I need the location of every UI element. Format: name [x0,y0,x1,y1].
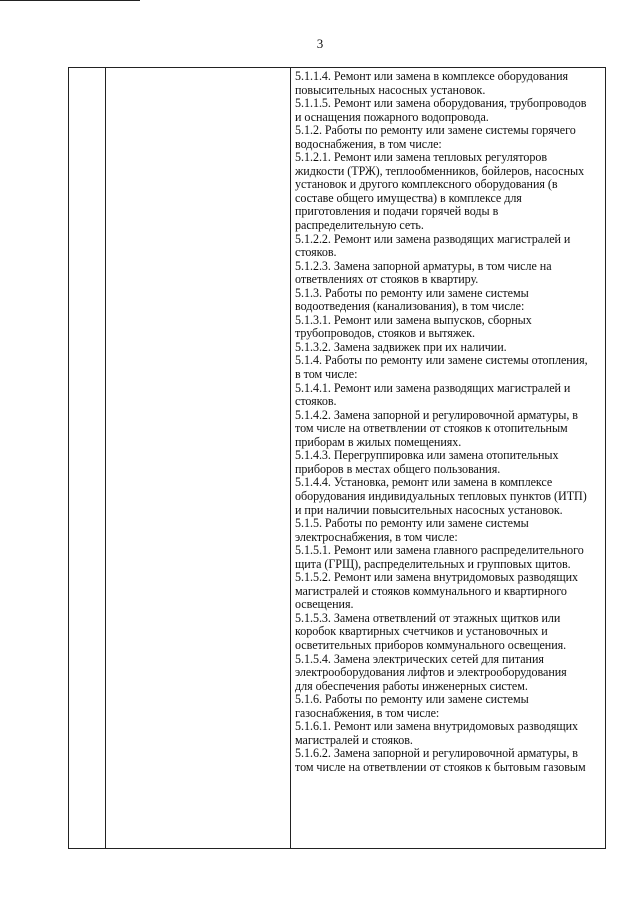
text-line: 5.1.3.2. Замена задвижек при их наличии. [295,339,507,354]
text-line: распределительную сеть. [295,218,424,233]
text-line: стояков. [295,394,337,409]
text-line: 5.1.4.4. Установка, ремонт или замена в комплексе [295,475,553,490]
text-line: стояков. [295,245,337,260]
text-line: газоснабжения, в том числе: [295,705,440,720]
text-line: жидкости (ТРЖ), теплообменников, бойлеров, насосных [295,163,585,178]
text-line: 5.1.5.1. Ремонт или замена главного распределительного [295,543,584,558]
text-line: и оснащения пожарного водопровода. [295,109,489,124]
text-line: 5.1.2.1. Ремонт или замена тепловых регуляторов [295,150,547,165]
text-line: трубопроводов, стояков и вытяжек. [295,326,476,341]
text-line: магистралей и стояков коммунального и квартирного [295,583,567,598]
text-line: 5.1.5.3. Замена ответвлений от этажных щитков или [295,610,561,625]
text-line: 5.1.6. Работы по ремонту или замене системы [295,692,529,707]
text-line: оборудования индивидуальных тепловых пунктов (ИТП) [295,488,587,503]
text-line: в том числе: [295,367,358,382]
text-line: щита (ГРЩ), распределительных и групповых щитов. [295,556,571,571]
text-line: 5.1.5.4. Замена электрических сетей для питания [295,651,544,666]
text-line: водоотведения (канализования), в том числе: [295,299,525,314]
text-line: 5.1.5. Работы по ремонту или замене системы [295,516,529,531]
work-list-table [68,67,606,849]
text-line: и при наличии повысительных насосных установок. [295,502,563,517]
text-line: 5.1.3.1. Ремонт или замена выпусков, сборных [295,312,532,327]
column-divider-2 [290,68,291,848]
text-line: 5.1.5.2. Ремонт или замена внутридомовых разводящих [295,570,579,585]
text-line: 5.1.2. Работы по ремонту или замене системы горячего [295,123,576,138]
text-line: установок и другого комплексного оборудования (в [295,177,558,192]
page-number: 3 [316,36,324,51]
text-line: повысительных насосных установок. [295,82,486,97]
text-line: приборов в местах общего пользования. [295,461,501,476]
top-rule [0,0,140,1]
column-divider-1 [105,68,106,848]
text-line: водоснабжения, в том числе: [295,136,442,151]
text-line: магистралей и стояков. [295,732,413,747]
text-line: электрооборудования лифтов и электрооборудования [295,665,567,680]
text-line: приготовления и подачи горячей воды в [295,204,499,219]
text-line: коробок квартирных счетчиков и установочных и [295,624,548,639]
text-line: 5.1.6.2. Замена запорной и регулировочной арматуры, в [295,746,578,761]
text-line: электроснабжения, в том числе: [295,529,458,544]
work-description-cell [295,70,605,774]
text-line: 5.1.3. Работы по ремонту или замене системы [295,285,529,300]
text-line: освещения. [295,597,354,612]
text-line: 5.1.2.2. Ремонт или замена разводящих магистралей и [295,231,571,246]
text-line: 5.1.1.5. Ремонт или замена оборудования, трубопроводов [295,96,587,111]
text-line: 5.1.4.1. Ремонт или замена разводящих магистралей и [295,380,571,395]
text-line: составе общего имущества) в комплексе для [295,190,522,205]
text-line: осветительных приборов коммунального освещения. [295,637,567,652]
text-line: приборам в жилых помещениях. [295,434,462,449]
text-line: для обеспечения работы инженерных систем. [295,678,528,693]
text-line: 5.1.4. Работы по ремонту или замене системы отопления, [295,353,588,368]
text-line: 5.1.4.3. Перегруппировка или замена отопительных [295,448,559,463]
text-line: 5.1.2.3. Замена запорной арматуры, в том числе на [295,258,552,273]
text-line: том числе на ответвлении от стояков к бытовым газовым [295,759,586,774]
text-line: 5.1.1.4. Ремонт или замена в комплексе оборудования [295,69,569,83]
text-line: ответвлениях от стояков в квартиру. [295,272,479,287]
text-line: 5.1.6.1. Ремонт или замена внутридомовых разводящих [295,719,579,734]
text-line: том числе на ответвлении от стояков к отопительным [295,421,568,436]
text-line: 5.1.4.2. Замена запорной и регулировочной арматуры, в [295,407,578,422]
